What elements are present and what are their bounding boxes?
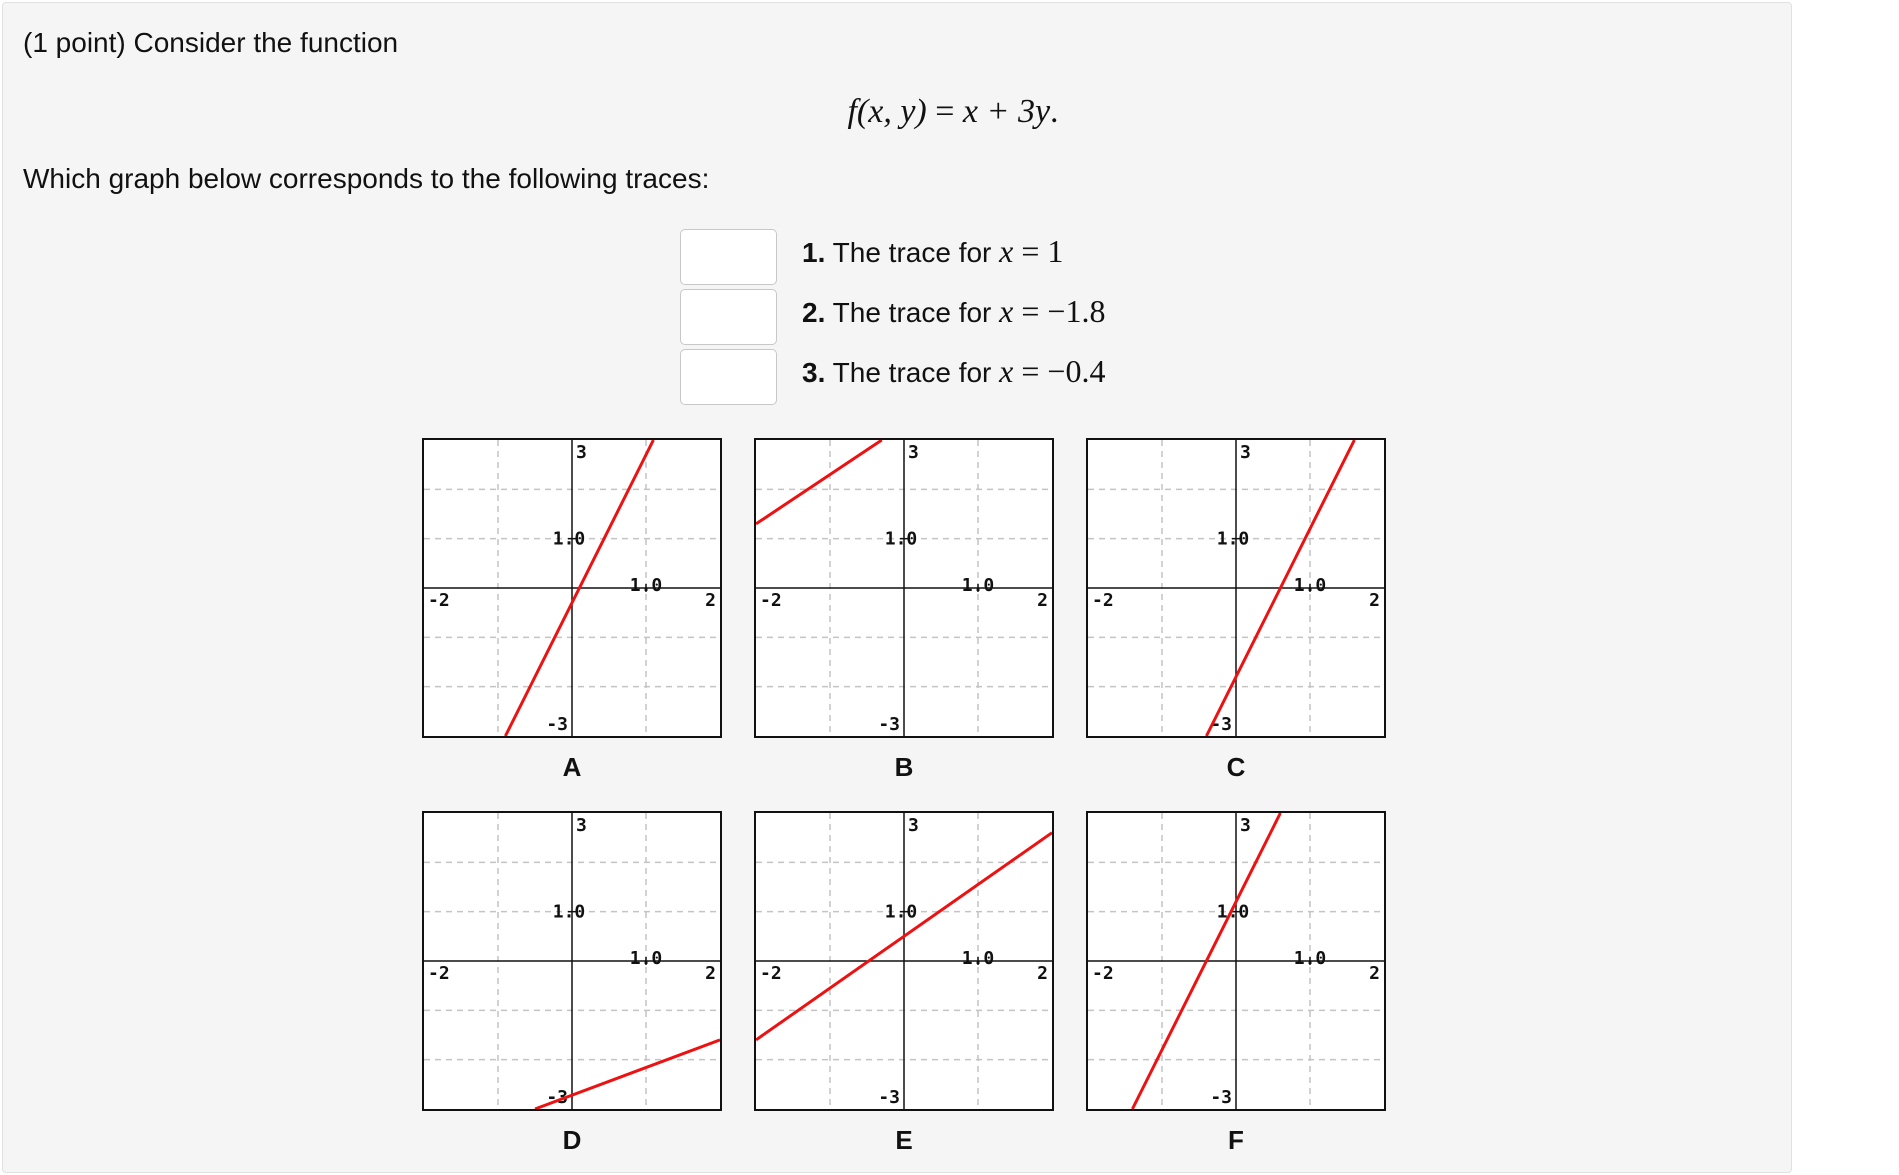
y-unit-label: 1.0 (552, 901, 586, 923)
graph-label: A (562, 752, 582, 782)
x-min-label: -2 (760, 590, 782, 611)
graph-label: C (1226, 752, 1246, 782)
graph-plot (1088, 813, 1384, 1109)
y-min-label: -3 (1210, 714, 1232, 735)
x-unit-label: 1.0 (1293, 575, 1327, 596)
y-min-label: -3 (546, 1087, 568, 1108)
x-min-label: -2 (428, 963, 450, 984)
question-text: Which graph below corresponds to the following traces: (23, 163, 710, 194)
graph-c (1086, 438, 1386, 738)
y-unit-label: 1.0 (1216, 901, 1250, 923)
problem-panel (2, 2, 1792, 1173)
trace-equals: = (1013, 293, 1048, 329)
graph-label: B (894, 752, 914, 782)
x-max-label: 2 (1369, 963, 1380, 984)
trace-item-1 (802, 233, 1063, 270)
graph-plot (756, 440, 1052, 736)
trace-item-2 (802, 293, 1105, 330)
x-unit-label: 1.0 (629, 948, 663, 969)
answer-input-1[interactable] (680, 229, 777, 285)
x-min-label: -2 (760, 963, 782, 984)
formula-rhs: x + 3y (962, 93, 1051, 130)
y-max-label: 3 (908, 442, 919, 463)
y-max-label: 3 (908, 815, 919, 836)
answer-input-3[interactable] (680, 349, 777, 405)
trace-text: The trace for (832, 357, 1000, 388)
x-unit-label: 1.0 (1293, 948, 1327, 969)
x-unit-label: 1.0 (629, 575, 663, 596)
trace-variable: x (999, 293, 1014, 329)
graph-label: D (562, 1125, 582, 1155)
y-max-label: 3 (576, 442, 587, 463)
x-max-label: 2 (705, 963, 716, 984)
y-unit-label: 1.0 (884, 528, 918, 550)
y-min-label: -3 (878, 714, 900, 735)
trace-item-3 (802, 353, 1105, 390)
x-min-label: -2 (428, 590, 450, 611)
graph-label: F (1228, 1125, 1244, 1155)
graph-d (422, 811, 722, 1111)
graph-plot (424, 440, 720, 736)
function-formula (703, 93, 1203, 131)
trace-equals: = (1013, 233, 1048, 269)
x-max-label: 2 (1037, 963, 1048, 984)
graph-f (1086, 811, 1386, 1111)
y-unit-label: 1.0 (552, 528, 586, 550)
y-min-label: -3 (878, 1087, 900, 1108)
graph-plot (424, 813, 720, 1109)
trace-variable: x (999, 353, 1014, 389)
intro-text: (1 point) Consider the function (23, 27, 399, 58)
formula-end: . (1050, 93, 1059, 130)
trace-number: 2. (802, 297, 826, 328)
graph-plot (1088, 440, 1384, 736)
trace-text: The trace for (832, 237, 1000, 268)
graph-b (754, 438, 1054, 738)
x-max-label: 2 (1037, 590, 1048, 611)
graph-label: E (895, 1125, 913, 1155)
trace-equals: = (1013, 353, 1048, 389)
trace-line (756, 440, 882, 524)
answer-input-2[interactable] (680, 289, 777, 345)
y-min-label: -3 (1210, 1087, 1232, 1108)
trace-text: The trace for (832, 297, 1000, 328)
x-max-label: 2 (705, 590, 716, 611)
trace-value: 1 (1047, 233, 1064, 269)
graph-e (754, 811, 1054, 1111)
graph-a (422, 438, 722, 738)
y-max-label: 3 (576, 815, 587, 836)
y-unit-label: 1.0 (1216, 528, 1250, 550)
trace-value: −1.8 (1047, 293, 1106, 329)
y-max-label: 3 (1240, 815, 1251, 836)
trace-variable: x (999, 233, 1014, 269)
trace-number: 3. (802, 357, 826, 388)
formula-lhs: f(x, y) (847, 93, 927, 130)
x-min-label: -2 (1092, 963, 1114, 984)
x-unit-label: 1.0 (961, 575, 995, 596)
x-max-label: 2 (1369, 590, 1380, 611)
trace-number: 1. (802, 237, 826, 268)
graph-plot (756, 813, 1052, 1109)
trace-line (535, 1040, 720, 1109)
y-min-label: -3 (546, 714, 568, 735)
x-unit-label: 1.0 (961, 948, 995, 969)
y-unit-label: 1.0 (884, 901, 918, 923)
trace-value: −0.4 (1047, 353, 1106, 389)
x-min-label: -2 (1092, 590, 1114, 611)
formula-equals: = (926, 93, 963, 130)
y-max-label: 3 (1240, 442, 1251, 463)
